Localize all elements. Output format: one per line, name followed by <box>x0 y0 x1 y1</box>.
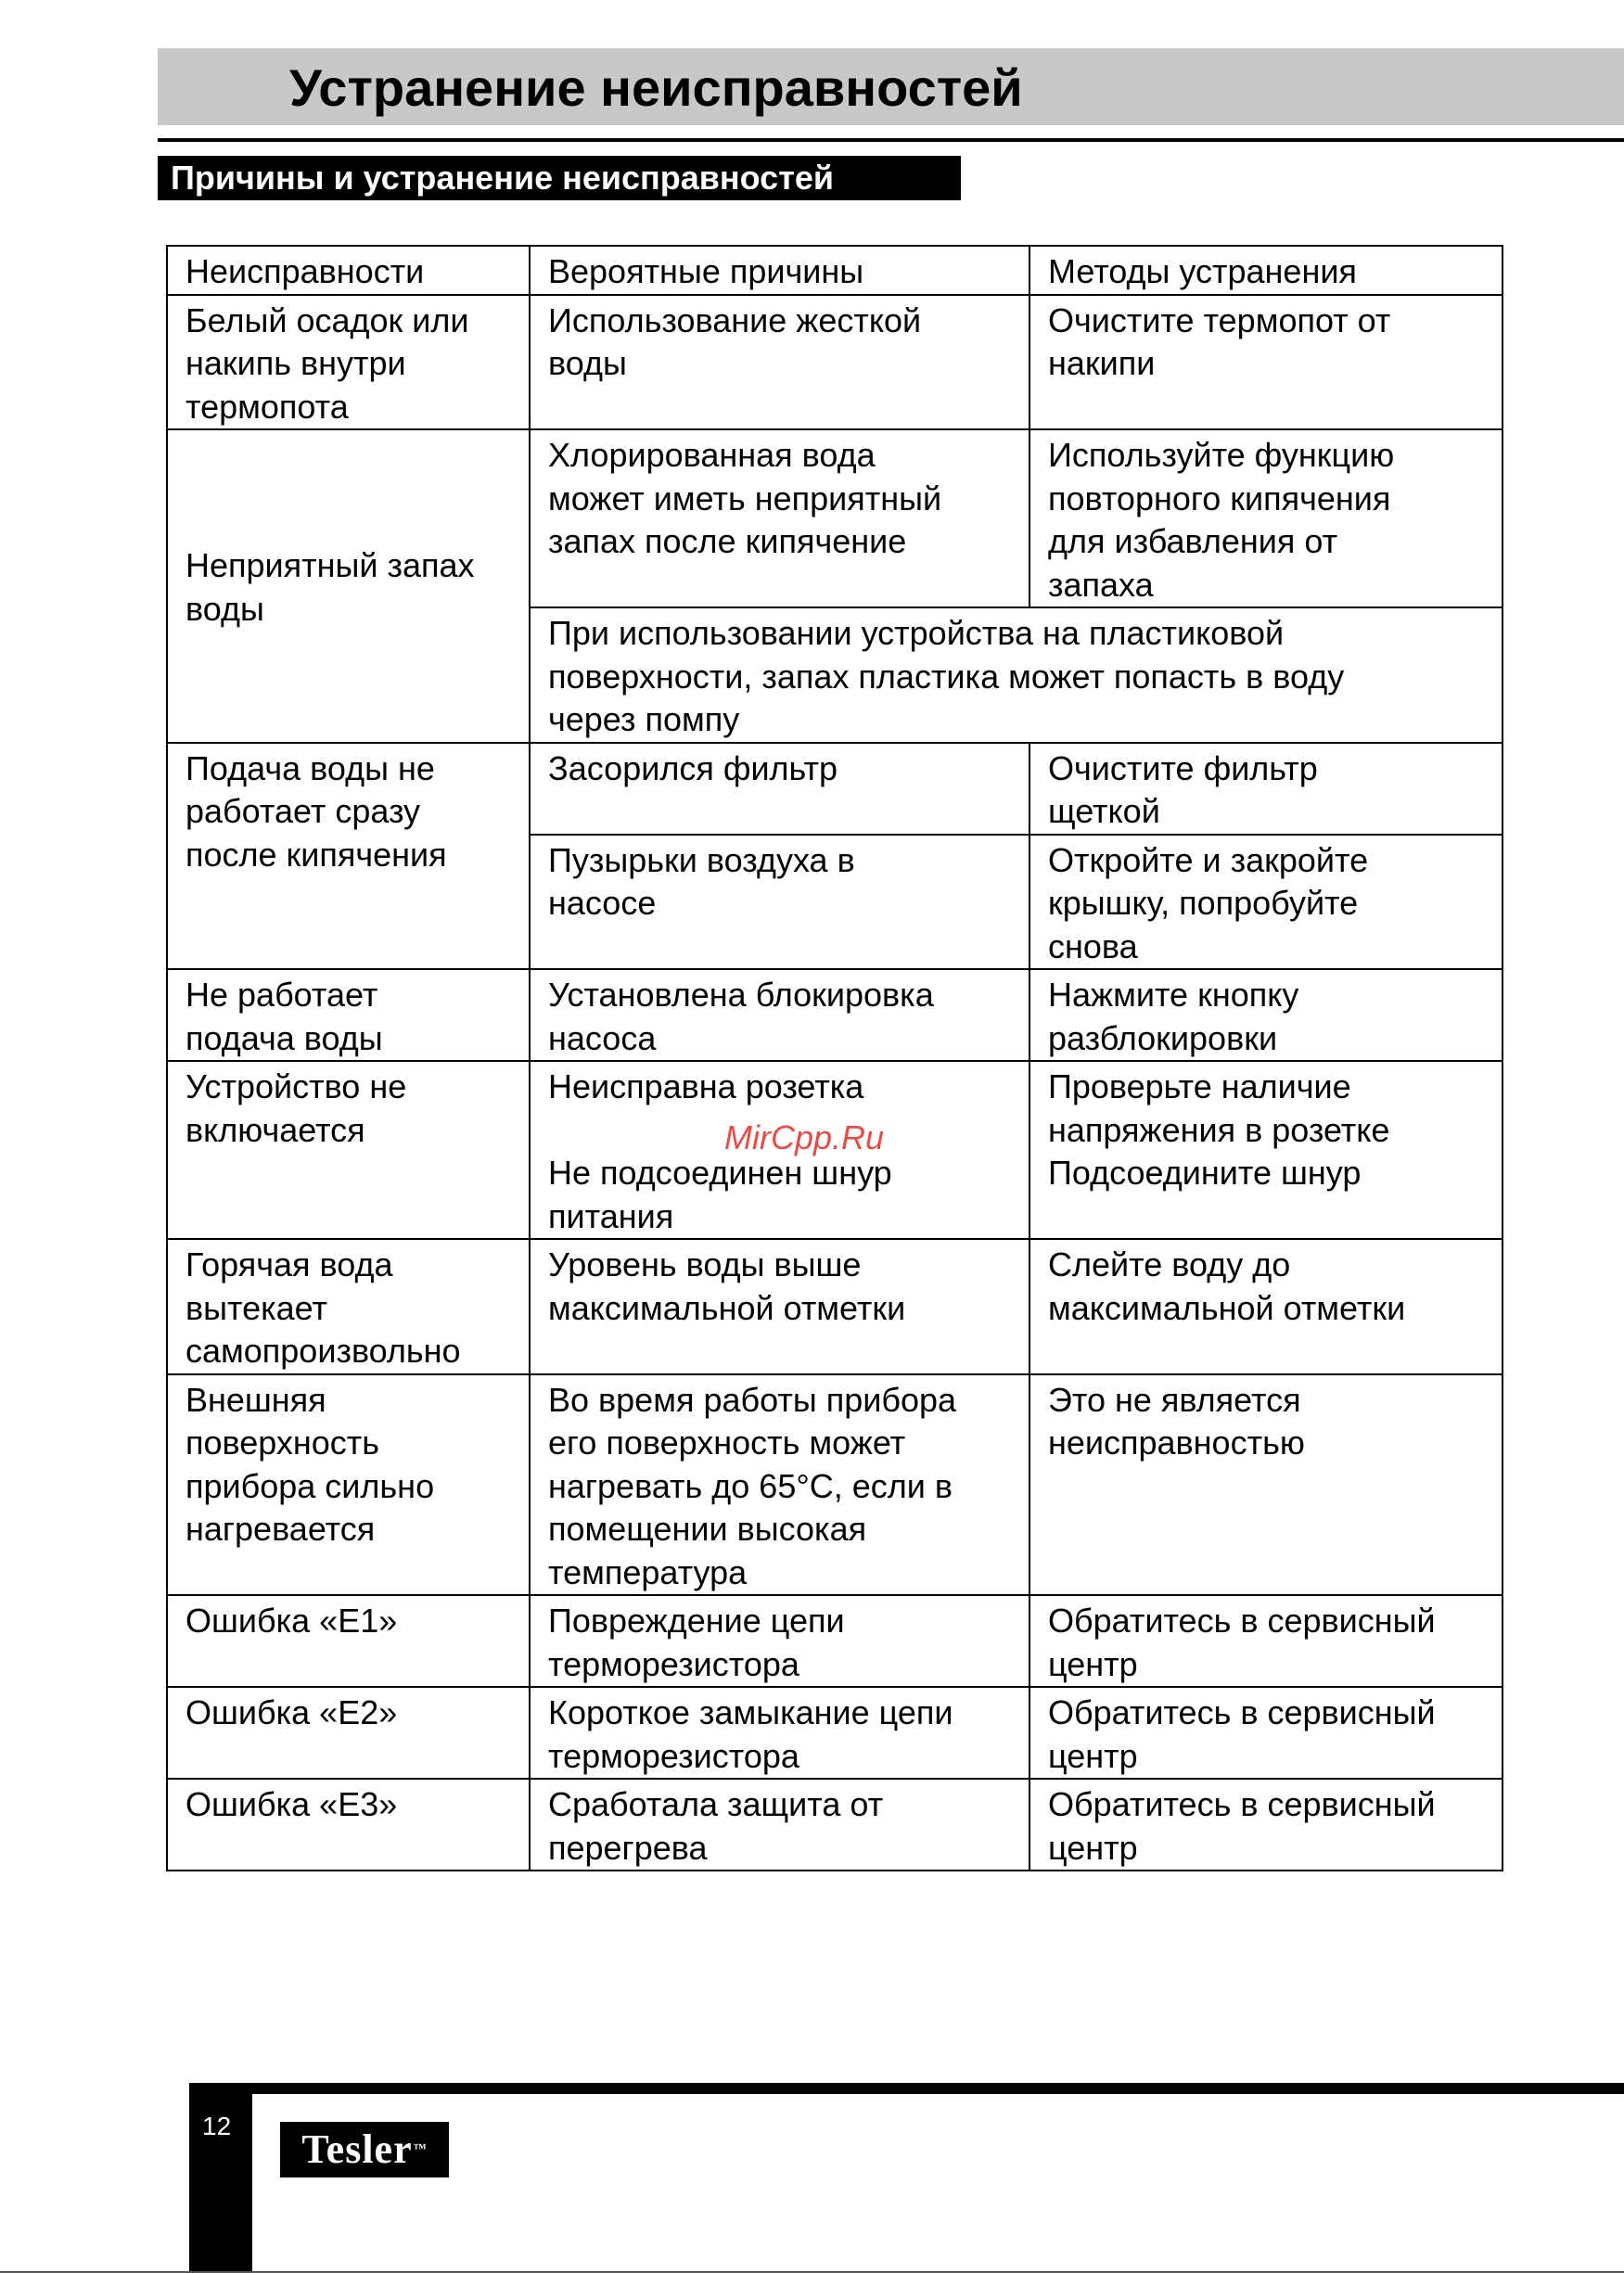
cell-line: центр <box>1048 1644 1138 1683</box>
cause-cell <box>530 1687 1029 1779</box>
cell-line: неисправностью <box>1048 1424 1305 1462</box>
cell-line: терморезистора <box>548 1736 799 1775</box>
cell-line: Установлена блокировка <box>548 976 934 1014</box>
page-title: Устранение неисправностей <box>289 58 1023 117</box>
section-title: Причины и устранение неисправностей <box>171 159 834 197</box>
table-row <box>167 1595 1503 1687</box>
remedy-cell <box>1029 1239 1503 1374</box>
cell-line: Сработала защита от <box>548 1785 884 1823</box>
cell-line: Уровень воды выше <box>548 1245 862 1283</box>
cell-line: запах после кипячение <box>548 522 907 560</box>
cause-cell <box>530 969 1029 1061</box>
remedy-cell <box>1029 1061 1503 1239</box>
remedy-cell <box>1029 1374 1503 1596</box>
cell-line: Неприятный запах <box>185 546 475 585</box>
merged-note-cell <box>530 607 1503 743</box>
cell-line: Не подсоединен шнур <box>548 1154 892 1192</box>
table-row <box>167 1779 1503 1871</box>
cell-line: накипи <box>1048 344 1156 382</box>
cell-line: воды <box>185 589 264 628</box>
cell-line: насосе <box>548 884 657 922</box>
remedy-cell <box>1029 295 1503 430</box>
problem-cell <box>167 1687 530 1779</box>
cell-line: перегрева <box>548 1828 708 1867</box>
cell-line: Во время работы прибора <box>548 1380 957 1419</box>
brand-logo-text: Tesler <box>301 2126 413 2172</box>
cell-line: Обратитесь в сервисный <box>1048 1602 1436 1640</box>
problem-cell <box>167 1239 530 1374</box>
cell-line: Проверьте наличие <box>1048 1067 1351 1105</box>
table-row <box>167 969 1503 1061</box>
cell-line: подача воды <box>185 1018 383 1057</box>
cell-line: Не работает <box>185 976 378 1014</box>
cell-line: Очистите фильтр <box>1048 748 1318 787</box>
cell-line: Использование жесткой <box>548 300 922 339</box>
cell-line: Хлорированная вода <box>548 436 876 474</box>
footer-divider <box>189 2083 1624 2094</box>
cause-cell <box>530 743 1029 835</box>
cell-line: щеткой <box>1048 792 1160 830</box>
cell-line: насоса <box>548 1018 657 1057</box>
table-row <box>167 743 1503 835</box>
cell-line: Ошибка «Е1» <box>185 1602 398 1640</box>
cell-line: включается <box>185 1110 365 1149</box>
cell-line: Подсоедините шнур <box>1048 1154 1362 1192</box>
problem-cell <box>167 1779 530 1871</box>
cause-cell <box>530 1779 1029 1871</box>
cause-cell <box>530 429 1029 607</box>
remedy-cell <box>1029 835 1503 970</box>
cell-line: прибора сильно <box>185 1466 435 1505</box>
cell-line: его поверхность может <box>548 1424 906 1462</box>
header-problems: Неисправности <box>167 246 530 295</box>
cell-line: Засорился фильтр <box>548 748 838 787</box>
problem-cell <box>167 743 530 970</box>
cell-line: Ошибка «Е2» <box>185 1693 398 1731</box>
table-row <box>167 1374 1503 1596</box>
trademark-mark: ™ <box>413 2142 428 2156</box>
cell-line: поверхность <box>185 1424 380 1462</box>
watermark: MirCpp.Ru <box>724 1118 885 1156</box>
cell-line: работает сразу <box>185 792 421 830</box>
table-header-row <box>167 246 1503 295</box>
troubleshooting-table <box>166 245 1503 1871</box>
cell-line: Горячая вода <box>185 1245 393 1283</box>
cell-line: крышку, попробуйте <box>1048 884 1359 922</box>
cell-line: максимальной отметки <box>548 1288 906 1327</box>
cell-line: Это не является <box>1048 1380 1301 1419</box>
header-remedies: Методы устранения <box>1029 246 1503 295</box>
cell-line: помещении высокая <box>548 1510 867 1548</box>
cell-line: повторного кипячения <box>1048 479 1391 517</box>
cell-line: нагревать до 65°С, если в <box>548 1466 953 1505</box>
cause-cell <box>530 295 1029 430</box>
table-row <box>167 429 1503 607</box>
cell-line: При использовании устройства на пластиковой <box>548 614 1285 652</box>
cell-line: через помпу <box>548 700 740 738</box>
cell-line: Пузырьки воздуха в <box>548 840 855 879</box>
brand-logo <box>280 2122 449 2177</box>
remedy-cell <box>1029 969 1503 1061</box>
cell-line: Откройте и закройте <box>1048 840 1369 879</box>
cell-line: запаха <box>1048 565 1154 604</box>
cell-line: терморезистора <box>548 1644 799 1683</box>
problem-cell <box>167 1595 530 1687</box>
cell-line: Слейте воду до <box>1048 1245 1291 1283</box>
cell-line: центр <box>1048 1828 1138 1867</box>
problem-cell <box>167 1061 530 1239</box>
cell-line: снова <box>1048 926 1138 965</box>
table-row <box>167 1239 1503 1374</box>
header-causes: Вероятные причины <box>530 246 1029 295</box>
cell-line: Ошибка «Е3» <box>185 1785 398 1823</box>
cell-line: вытекает <box>185 1288 327 1327</box>
cause-cell <box>530 1595 1029 1687</box>
remedy-cell <box>1029 1779 1503 1871</box>
problem-cell <box>167 429 530 743</box>
cell-line: Обратитесь в сервисный <box>1048 1785 1436 1823</box>
cell-line: может иметь неприятный <box>548 479 942 517</box>
title-divider <box>158 138 1624 142</box>
cell-line: воды <box>548 344 627 382</box>
remedy-cell <box>1029 1687 1503 1779</box>
cell-line: нагревается <box>185 1510 376 1548</box>
remedy-cell <box>1029 429 1503 607</box>
remedy-cell <box>1029 1595 1503 1687</box>
page-number: 12 <box>202 2112 232 2140</box>
cell-line: Неисправна розетка <box>548 1067 864 1105</box>
problem-cell <box>167 969 530 1061</box>
cell-line: Обратитесь в сервисный <box>1048 1693 1436 1731</box>
cell-line: Подача воды не <box>185 748 435 787</box>
cell-line: напряжения в розетке <box>1048 1110 1390 1149</box>
cell-line: разблокировки <box>1048 1018 1278 1057</box>
cause-cell <box>530 835 1029 970</box>
table-row <box>167 1687 1503 1779</box>
problem-cell <box>167 1374 530 1596</box>
cell-line: питания <box>548 1196 674 1235</box>
cell-line: самопроизвольно <box>185 1332 461 1370</box>
cell-line: для избавления от <box>1048 522 1338 560</box>
cause-cell <box>530 1374 1029 1596</box>
cell-line: Используйте функцию <box>1048 436 1395 474</box>
cause-cell <box>530 1239 1029 1374</box>
cell-line: поверхности, запах пластика может попасть в воду <box>548 657 1345 696</box>
cell-line: Короткое замыкание цепи <box>548 1693 953 1731</box>
cell-line: Внешняя <box>185 1380 326 1419</box>
cell-line: температура <box>548 1552 748 1591</box>
cell-line: термопота <box>185 387 349 426</box>
cell-line: Устройство не <box>185 1067 407 1105</box>
cell-line: накипь внутри <box>185 344 406 382</box>
cell-line: Нажмите кнопку <box>1048 976 1299 1014</box>
cell-line: после кипячения <box>185 835 447 874</box>
cell-line: центр <box>1048 1736 1138 1775</box>
cell-line: Повреждение цепи <box>548 1602 845 1640</box>
problem-cell <box>167 295 530 430</box>
cell-line: Белый осадок или <box>185 300 469 339</box>
cell-line: Очистите термопот от <box>1048 300 1391 339</box>
remedy-cell <box>1029 743 1503 835</box>
table-row <box>167 295 1503 430</box>
cell-line: максимальной отметки <box>1048 1288 1406 1327</box>
